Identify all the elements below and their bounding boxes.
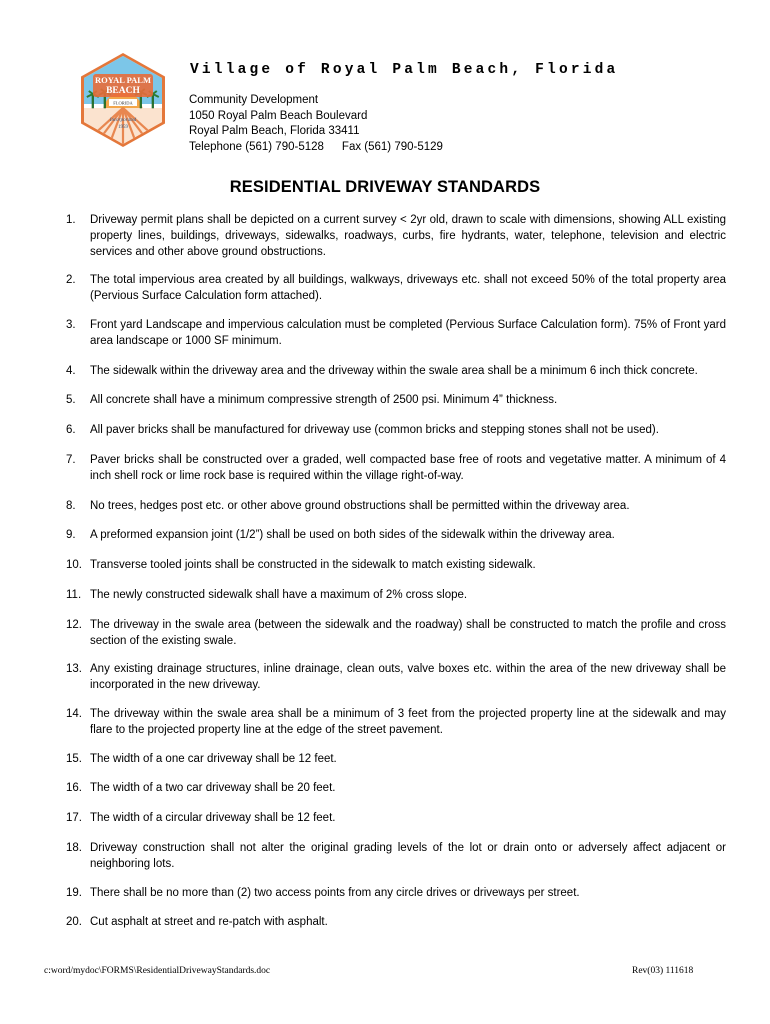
item-number: 8.: [66, 499, 76, 512]
city-line: Royal Palm Beach, Florida 33411: [189, 125, 360, 137]
item-number: 14.: [66, 707, 82, 720]
item-text: Driveway permit plans shall be depicted on a current survey < 2yr old, drawn to scale with dimensions, showing ALL existing property lines, buildings, driveways, sidewalks, roadways, curbs, fire hydrants, water, telephone, television and electric services and other above ground obstructions.: [90, 214, 726, 258]
list-item: [66, 752, 726, 768]
list-item: [66, 841, 726, 873]
street-line: 1050 Royal Palm Beach Boulevard: [189, 109, 368, 122]
item-text: There shall be no more than (2) two access points from any circle drives or driveways per street.: [90, 886, 580, 899]
list-item: [66, 453, 726, 485]
telephone: Telephone (561) 790-5128: [189, 140, 324, 153]
list-item: [66, 364, 726, 380]
list-item: [66, 318, 726, 350]
item-number: 9.: [66, 529, 76, 542]
seal-year: 1959: [118, 125, 128, 130]
item-number: 17.: [66, 812, 82, 825]
list-item: [66, 915, 726, 931]
item-text: Transverse tooled joints shall be constructed in the sidewalk to match existing sidewalk.: [90, 559, 536, 572]
list-item: [66, 886, 726, 902]
item-number: 6.: [66, 424, 76, 437]
item-text: Any existing drainage structures, inline drainage, clean outs, valve boxes etc. within the area of the new driveway shall be incorporated in the new driveway.: [90, 663, 726, 692]
seal-line2: BEACH: [106, 86, 140, 96]
item-number: 1.: [66, 214, 76, 226]
item-text: The total impervious area created by all buildings, walkways, driveways etc. shall not exceed 50% of the total property area (Pervious Surface Calculation form attached).: [90, 274, 726, 303]
footer-file-path: c:word/mydoc\FORMS\ResidentialDrivewayStandards.doc: [44, 966, 271, 976]
item-number: 2.: [66, 274, 76, 287]
list-item: [66, 662, 726, 694]
standards-list: [66, 213, 726, 931]
list-item: [66, 499, 726, 515]
list-item: [66, 528, 726, 544]
seal-line3: FLORIDA: [113, 100, 133, 106]
page-title: RESIDENTIAL DRIVEWAY STANDARDS: [229, 178, 541, 196]
list-item: [66, 213, 726, 260]
item-text: The newly constructed sidewalk shall have a maximum of 2% cross slope.: [90, 588, 468, 601]
address-block: [189, 93, 443, 155]
fax: Fax (561) 790-5129: [341, 140, 443, 153]
list-item: [66, 423, 726, 439]
list-item: [66, 558, 726, 574]
item-text: Paver bricks shall be constructed over a graded, well compacted base free of roots and vegetative matter. A minimum of 4 inch shell rock or lime rock base is required within the village right-of-way.: [90, 453, 726, 482]
item-number: 5.: [66, 394, 76, 407]
item-number: 3.: [66, 318, 76, 331]
list-item: [66, 393, 726, 409]
list-item: [66, 707, 726, 739]
item-text: No trees, hedges post etc. or other above ground obstructions shall be permitted within the driveway area.: [90, 499, 630, 512]
item-text: The width of a circular driveway shall be 12 feet.: [90, 812, 336, 825]
item-text: A preformed expansion joint (1/2”) shall be used on both sides of the sidewalk within the driveway area.: [90, 529, 615, 542]
item-number: 19.: [66, 886, 82, 899]
list-item: [66, 781, 726, 797]
item-number: 11.: [66, 588, 82, 601]
footer-revision: Rev(03) 111618: [632, 966, 694, 976]
item-text: The width of a two car driveway shall be 20 feet.: [90, 782, 336, 795]
item-text: Cut asphalt at street and re-patch with asphalt.: [90, 916, 328, 929]
item-text: The driveway in the swale area (between the sidewalk and the roadway) shall be constructed to match the profile and cross section of the existing swale.: [90, 618, 726, 647]
item-text: All paver bricks shall be manufactured for driveway use (common bricks and stepping stones shall not be used).: [90, 424, 659, 437]
item-number: 15.: [66, 752, 82, 765]
item-number: 4.: [66, 364, 76, 377]
department-line: Community Development: [189, 94, 319, 106]
item-text: Front yard Landscape and impervious calculation must be completed (Pervious Surface Calculation form). 75% of Front yard area landscape or 1000 SF minimum.: [90, 318, 726, 347]
item-text: The sidewalk within the driveway area and the driveway within the swale area shall be a minimum 6 inch thick concrete.: [90, 364, 698, 377]
list-item: [66, 811, 726, 827]
list-item: [66, 588, 726, 604]
list-item: [66, 618, 726, 650]
item-number: 13.: [66, 663, 82, 676]
item-number: 20.: [66, 916, 82, 929]
seal-line1: ROYAL PALM: [95, 75, 151, 85]
village-seal-icon: [79, 52, 167, 148]
item-number: 12.: [66, 618, 82, 631]
item-number: 10.: [66, 559, 82, 572]
item-number: 18.: [66, 841, 82, 854]
item-text: Driveway construction shall not alter the original grading levels of the lot or drain onto or adversely affect adjacent or neighboring lots.: [90, 841, 726, 870]
item-text: All concrete shall have a minimum compressive strength of 2500 psi. Minimum 4” thickness.: [90, 394, 558, 407]
item-number: 7.: [66, 453, 76, 466]
list-item: [66, 273, 726, 305]
village-heading: Village of Royal Palm Beach, Florida: [190, 62, 619, 78]
item-text: The driveway within the swale area shall be a minimum of 3 feet from the projected property line at the sidewalk and may flare to the projected property line at the edge of the street pavement.: [90, 707, 726, 736]
item-text: The width of a one car driveway shall be 12 feet.: [90, 752, 337, 765]
contact-line: [189, 140, 443, 156]
seal-incorporated: Incorporated: [109, 118, 137, 123]
item-number: 16.: [66, 782, 82, 795]
